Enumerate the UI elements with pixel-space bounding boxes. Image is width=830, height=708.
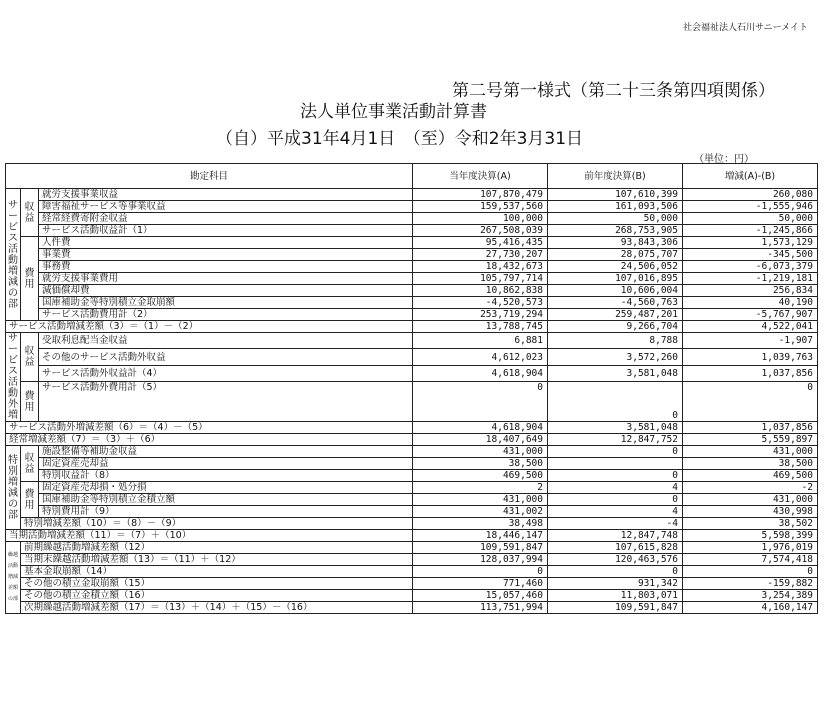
row-current: 431,000 xyxy=(413,494,548,506)
row-previous: 107,016,895 xyxy=(548,273,683,285)
row-label: 人件費 xyxy=(39,237,413,249)
row-current: 100,000 xyxy=(413,213,548,225)
table-row xyxy=(6,225,818,237)
row-previous: 8,788 xyxy=(548,333,683,349)
row-diff: -1,555,946 xyxy=(683,201,818,213)
table-row xyxy=(6,213,818,225)
row-diff: 1,039,763 xyxy=(683,349,818,365)
row-label: 経常増減差額（7）＝（3）＋（6） xyxy=(6,434,413,446)
row-previous: -4,560,763 xyxy=(548,297,683,309)
header-row xyxy=(6,164,818,189)
row-label: サービス活動外増減差額（6）＝（4）－（5） xyxy=(6,422,413,434)
group-service-expense: 費用 xyxy=(21,237,39,321)
row-current: 159,537,560 xyxy=(413,201,548,213)
row-label: その他の積立金取崩額（15） xyxy=(21,578,413,590)
table-row xyxy=(6,530,818,542)
row-diff: -1,245,866 xyxy=(683,225,818,237)
row-label: サービス活動増減差額（3）＝（1）－（2） xyxy=(6,321,413,333)
table-row xyxy=(6,309,818,321)
row-diff: 5,559,897 xyxy=(683,434,818,446)
fiscal-period: （自）平成31年4月1日 （至）令和2年3月31日 xyxy=(216,129,584,149)
table-row xyxy=(6,482,818,494)
table-row xyxy=(6,470,818,482)
row-diff: 1,573,129 xyxy=(683,237,818,249)
table-row xyxy=(6,506,818,518)
activity-statement-table xyxy=(5,163,818,614)
table-row xyxy=(6,273,818,285)
row-label: 施設整備等補助金収益 xyxy=(39,446,413,458)
table-row xyxy=(6,494,818,506)
row-current: 128,037,994 xyxy=(413,554,548,566)
table-row xyxy=(6,261,818,273)
row-diff: 38,500 xyxy=(683,458,818,470)
row-diff: 1,037,856 xyxy=(683,365,818,381)
row-diff: -2 xyxy=(683,482,818,494)
row-diff: 256,834 xyxy=(683,285,818,297)
group-outside-income: 収益 xyxy=(21,333,39,382)
row-previous: 9,266,704 xyxy=(548,321,683,333)
row-label: 基本金取崩額（14） xyxy=(21,566,413,578)
row-previous: 12,847,752 xyxy=(548,434,683,446)
table-row xyxy=(6,578,818,590)
col-header-previous: 前年度決算(B) xyxy=(548,164,683,189)
row-diff: 5,598,399 xyxy=(683,530,818,542)
row-current: 15,057,460 xyxy=(413,590,548,602)
row-label: 特別費用計（9） xyxy=(39,506,413,518)
row-current: -4,520,573 xyxy=(413,297,548,309)
row-current: 4,618,904 xyxy=(413,422,548,434)
group-special-expense: 費用 xyxy=(21,482,39,518)
table-row xyxy=(6,602,818,614)
col-header-current: 当年度決算(A) xyxy=(413,164,548,189)
row-previous: 268,753,905 xyxy=(548,225,683,237)
row-previous: 12,847,748 xyxy=(548,530,683,542)
row-previous: 109,591,847 xyxy=(548,602,683,614)
row-diff: 0 xyxy=(683,382,818,422)
group-carryover: 繰越活動増減差額の部 xyxy=(6,542,21,614)
row-previous xyxy=(548,458,683,470)
row-label: サービス活動外収益計（4） xyxy=(39,365,413,381)
row-diff: 1,037,856 xyxy=(683,422,818,434)
row-previous: 107,610,399 xyxy=(548,189,683,201)
row-label: 事務費 xyxy=(39,261,413,273)
row-current: 113,751,994 xyxy=(413,602,548,614)
row-previous: 0 xyxy=(548,446,683,458)
row-current: 0 xyxy=(413,382,548,422)
row-current: 267,508,039 xyxy=(413,225,548,237)
row-previous: 931,342 xyxy=(548,578,683,590)
row-previous: 24,506,052 xyxy=(548,261,683,273)
row-diff: 40,190 xyxy=(683,297,818,309)
row-diff: -1,907 xyxy=(683,333,818,349)
row-current: 2 xyxy=(413,482,548,494)
row-current: 38,498 xyxy=(413,518,548,530)
table-row xyxy=(6,297,818,309)
table-row xyxy=(6,285,818,297)
row-label: 障害福祉サービス等事業収益 xyxy=(39,201,413,213)
group-special: 特別増減の部 xyxy=(6,446,21,530)
row-label: 固定資産売却損・処分損 xyxy=(39,482,413,494)
row-label: 特別収益計（8） xyxy=(39,470,413,482)
row-label: 減価償却費 xyxy=(39,285,413,297)
row-diff: 3,254,389 xyxy=(683,590,818,602)
table-row xyxy=(6,566,818,578)
row-diff: 1,976,019 xyxy=(683,542,818,554)
row-current: 18,407,649 xyxy=(413,434,548,446)
row-previous: 28,075,707 xyxy=(548,249,683,261)
row-previous: 4 xyxy=(548,482,683,494)
table-row xyxy=(6,249,818,261)
row-diff: 4,160,147 xyxy=(683,602,818,614)
row-current: 253,719,294 xyxy=(413,309,548,321)
row-diff: -6,073,379 xyxy=(683,261,818,273)
row-label: 特別増減差額（10）＝（8）－（9） xyxy=(21,518,413,530)
table-row xyxy=(6,422,818,434)
table-row xyxy=(6,237,818,249)
row-current: 431,002 xyxy=(413,506,548,518)
row-diff: 431,000 xyxy=(683,494,818,506)
row-label: 当期末繰越活動増減差額（13）＝（11）＋（12） xyxy=(21,554,413,566)
row-label: 経常経費寄附金収益 xyxy=(39,213,413,225)
table-row xyxy=(6,554,818,566)
row-label: 国庫補助金等特別積立金取崩額 xyxy=(39,297,413,309)
row-label: サービス活動費用計（2） xyxy=(39,309,413,321)
col-header-diff: 増減(A)-(B) xyxy=(683,164,818,189)
row-diff: -345,500 xyxy=(683,249,818,261)
row-previous: 4 xyxy=(548,506,683,518)
table-row xyxy=(6,333,818,349)
row-previous: 120,463,576 xyxy=(548,554,683,566)
table-row xyxy=(6,189,818,201)
row-current: 38,500 xyxy=(413,458,548,470)
row-current: 105,797,714 xyxy=(413,273,548,285)
form-title: 第二号第一様式（第二十三条第四項関係） xyxy=(452,81,775,101)
table-row xyxy=(6,365,818,381)
row-diff: 431,000 xyxy=(683,446,818,458)
unit-label: （単位：円） xyxy=(694,154,754,165)
group-service: サービス活動増減の部 xyxy=(6,189,21,321)
row-current: 109,591,847 xyxy=(413,542,548,554)
table-row xyxy=(6,542,818,554)
row-previous: 3,581,048 xyxy=(548,365,683,381)
row-diff: 7,574,418 xyxy=(683,554,818,566)
row-diff: 469,500 xyxy=(683,470,818,482)
row-current: 4,612,023 xyxy=(413,349,548,365)
row-label: その他の積立金積立額（16） xyxy=(21,590,413,602)
row-previous: 10,606,004 xyxy=(548,285,683,297)
col-header-item: 勘定科目 xyxy=(6,164,413,189)
table-row xyxy=(6,446,818,458)
row-previous: 0 xyxy=(548,382,683,422)
row-diff: 38,502 xyxy=(683,518,818,530)
row-current: 0 xyxy=(413,566,548,578)
row-label: 受取利息配当金収益 xyxy=(39,333,413,349)
row-diff: 50,000 xyxy=(683,213,818,225)
table-row xyxy=(6,321,818,333)
row-previous: 259,487,201 xyxy=(548,309,683,321)
row-diff: 430,998 xyxy=(683,506,818,518)
row-current: 107,870,479 xyxy=(413,189,548,201)
row-label: 事業費 xyxy=(39,249,413,261)
row-current: 18,446,147 xyxy=(413,530,548,542)
table-row xyxy=(6,518,818,530)
row-diff: -159,882 xyxy=(683,578,818,590)
row-diff: -5,767,907 xyxy=(683,309,818,321)
table-row xyxy=(6,434,818,446)
row-current: 27,730,207 xyxy=(413,249,548,261)
row-label: サービス活動外費用計（5） xyxy=(39,382,413,422)
row-label: 固定資産売却益 xyxy=(39,458,413,470)
row-label: 国庫補助金等特別積立金積立額 xyxy=(39,494,413,506)
row-label: 次期繰越活動増減差額（17）＝（13）＋（14）＋（15）－（16） xyxy=(21,602,413,614)
row-previous: 0 xyxy=(548,470,683,482)
table-row xyxy=(6,349,818,365)
row-current: 431,000 xyxy=(413,446,548,458)
row-previous: 11,803,071 xyxy=(548,590,683,602)
row-label: サービス活動収益計（1） xyxy=(39,225,413,237)
document-title: 法人単位事業活動計算書 xyxy=(300,102,487,122)
row-diff: -1,219,181 xyxy=(683,273,818,285)
row-current: 4,618,904 xyxy=(413,365,548,381)
row-current: 95,416,435 xyxy=(413,237,548,249)
row-previous: -4 xyxy=(548,518,683,530)
group-special-income: 収益 xyxy=(21,446,39,482)
row-previous: 93,843,306 xyxy=(548,237,683,249)
row-current: 6,881 xyxy=(413,333,548,349)
group-outside: サービス活動外増 xyxy=(6,333,21,422)
row-diff: 0 xyxy=(683,566,818,578)
row-label: 就労支援事業費用 xyxy=(39,273,413,285)
row-current: 469,500 xyxy=(413,470,548,482)
row-label: 前期繰越活動増減差額（12） xyxy=(21,542,413,554)
group-outside-expense: 費用 xyxy=(21,382,39,422)
row-previous: 3,572,260 xyxy=(548,349,683,365)
row-diff: 4,522,041 xyxy=(683,321,818,333)
row-label: 当期活動増減差額（11）＝（7）＋（10） xyxy=(6,530,413,542)
row-previous: 50,000 xyxy=(548,213,683,225)
row-current: 771,460 xyxy=(413,578,548,590)
organization-name: 社会福祉法人石川サニーメイト xyxy=(682,23,808,33)
row-previous: 107,615,828 xyxy=(548,542,683,554)
row-previous: 0 xyxy=(548,566,683,578)
table-row xyxy=(6,201,818,213)
table-row xyxy=(6,590,818,602)
table-row xyxy=(6,382,818,422)
row-diff: 260,080 xyxy=(683,189,818,201)
row-current: 18,432,673 xyxy=(413,261,548,273)
row-current: 13,788,745 xyxy=(413,321,548,333)
table-row xyxy=(6,458,818,470)
row-label: 就労支援事業収益 xyxy=(39,189,413,201)
row-previous: 161,093,506 xyxy=(548,201,683,213)
row-previous: 3,581,048 xyxy=(548,422,683,434)
row-label: その他のサービス活動外収益 xyxy=(39,349,413,365)
row-current: 10,862,838 xyxy=(413,285,548,297)
group-service-income: 収益 xyxy=(21,189,39,237)
row-previous: 0 xyxy=(548,494,683,506)
